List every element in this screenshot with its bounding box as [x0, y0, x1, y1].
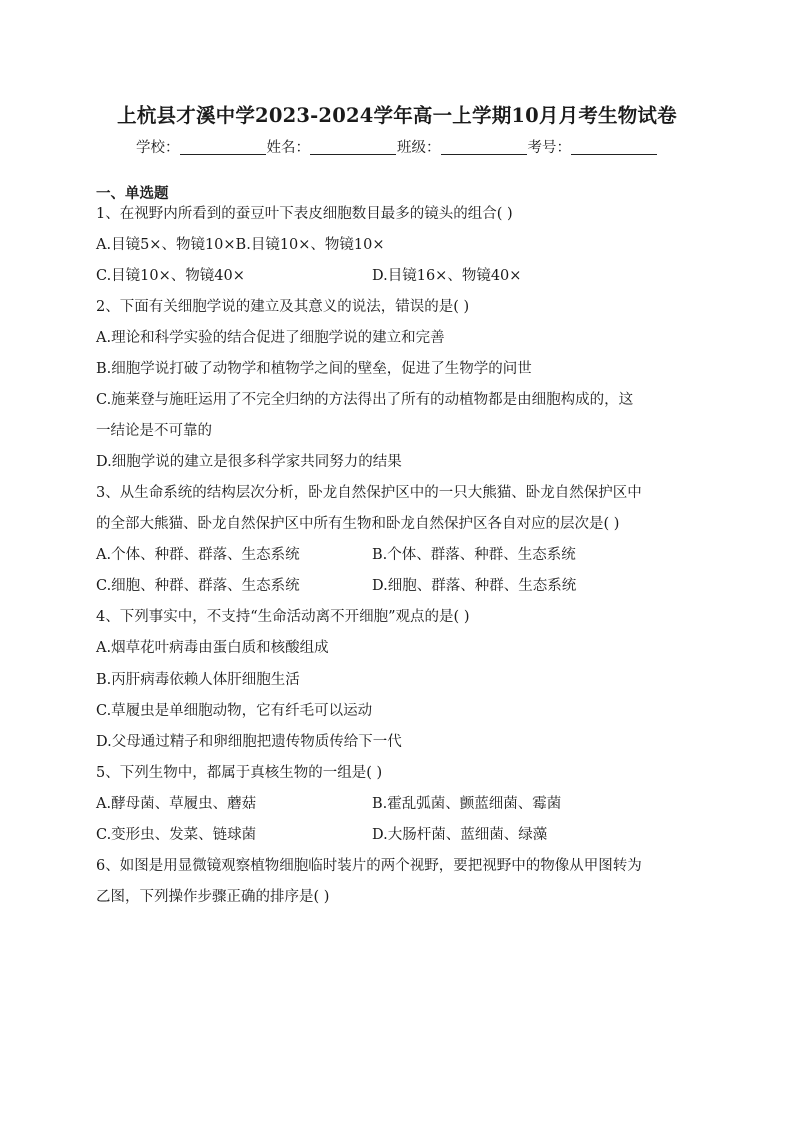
class-field [397, 136, 528, 157]
q3-option-c: C.细胞、种群、群落、生态系统 [96, 578, 300, 594]
q3-stem-line2: 的全部大熊猫、卧龙自然保护区中所有生物和卧龙自然保护区各自对应的层次是( ) [96, 516, 620, 532]
q4-option-c: C.草履虫是单细胞动物，它有纤毛可以运动 [96, 703, 373, 719]
section-heading: 一、单选题 [96, 185, 169, 202]
q3-stem-line1: 3、从生命系统的结构层次分析，卧龙自然保护区中的一只大熊猫、卧龙自然保护区中 [96, 485, 642, 501]
exam-number-blank[interactable] [571, 140, 657, 155]
q1-option-c: C.目镜10×、物镜40× [96, 268, 245, 284]
q2-option-d: D.细胞学说的建立是很多科学家共同努力的结果 [96, 454, 402, 470]
school-blank[interactable] [180, 140, 266, 155]
q4-option-d: D.父母通过精子和卵细胞把遗传物质传给下一代 [96, 734, 402, 750]
student-info-line [0, 136, 794, 157]
q5-option-c: C.变形虫、发菜、链球菌 [96, 827, 257, 843]
q2-option-c-line1: C.施莱登与施旺运用了不完全归纳的方法得出了所有的动植物都是由细胞构成的，这 [96, 392, 634, 408]
exam-number-field [528, 136, 659, 157]
q6-stem-line1: 6、如图是用显微镜观察植物细胞临时装片的两个视野，要把视野中的物像从甲图转为 [96, 858, 642, 874]
q4-option-b: B.丙肝病毒依赖人体肝细胞生活 [96, 672, 300, 688]
q6-stem-line2: 乙图，下列操作步骤正确的排序是( ) [96, 889, 330, 905]
school-field [136, 136, 267, 157]
q3-option-d: D.细胞、群落、种群、生态系统 [372, 578, 577, 594]
q5-option-b: B.霍乱弧菌、颤蓝细菌、霉菌 [372, 796, 562, 812]
exam-number-label: 考号： [527, 140, 571, 156]
class-label: 班级： [397, 140, 441, 156]
name-field [267, 136, 398, 157]
q3-option-b: B.个体、群落、种群、生态系统 [372, 547, 576, 563]
school-label: 学校： [136, 140, 180, 156]
q2-stem: 2、下面有关细胞学说的建立及其意义的说法，错误的是( ) [96, 299, 470, 315]
q2-option-c-line2: 一结论是不可靠的 [96, 423, 212, 439]
q5-stem: 5、下列生物中，都属于真核生物的一组是( ) [96, 765, 383, 781]
q3-option-a: A.个体、种群、群落、生态系统 [96, 547, 300, 563]
q5-option-d: D.大肠杆菌、蓝细菌、绿藻 [372, 827, 548, 843]
q1-options-ab: A.目镜5×、物镜10×B.目镜10×、物镜10× [96, 237, 385, 253]
q4-stem: 4、下列事实中，不支持“生命活动离不开细胞”观点的是( ) [96, 609, 470, 625]
name-label: 姓名： [266, 140, 310, 156]
class-blank[interactable] [441, 140, 527, 155]
q2-option-b: B.细胞学说打破了动物学和植物学之间的壁垒，促进了生物学的问世 [96, 361, 532, 377]
q4-option-a: A.烟草花叶病毒由蛋白质和核酸组成 [96, 640, 329, 656]
q5-option-a: A.酵母菌、草履虫、蘑菇 [96, 796, 257, 812]
exam-title: 上杭县才溪中学2023-2024学年高一上学期10月月考生物试卷 [117, 104, 677, 127]
q1-stem: 1、在视野内所看到的蚕豆叶下表皮细胞数目最多的镜头的组合( ) [96, 206, 513, 222]
name-blank[interactable] [310, 140, 396, 155]
q1-option-d: D.目镜16×、物镜40× [372, 268, 522, 284]
q2-option-a: A.理论和科学实验的结合促进了细胞学说的建立和完善 [96, 330, 445, 346]
